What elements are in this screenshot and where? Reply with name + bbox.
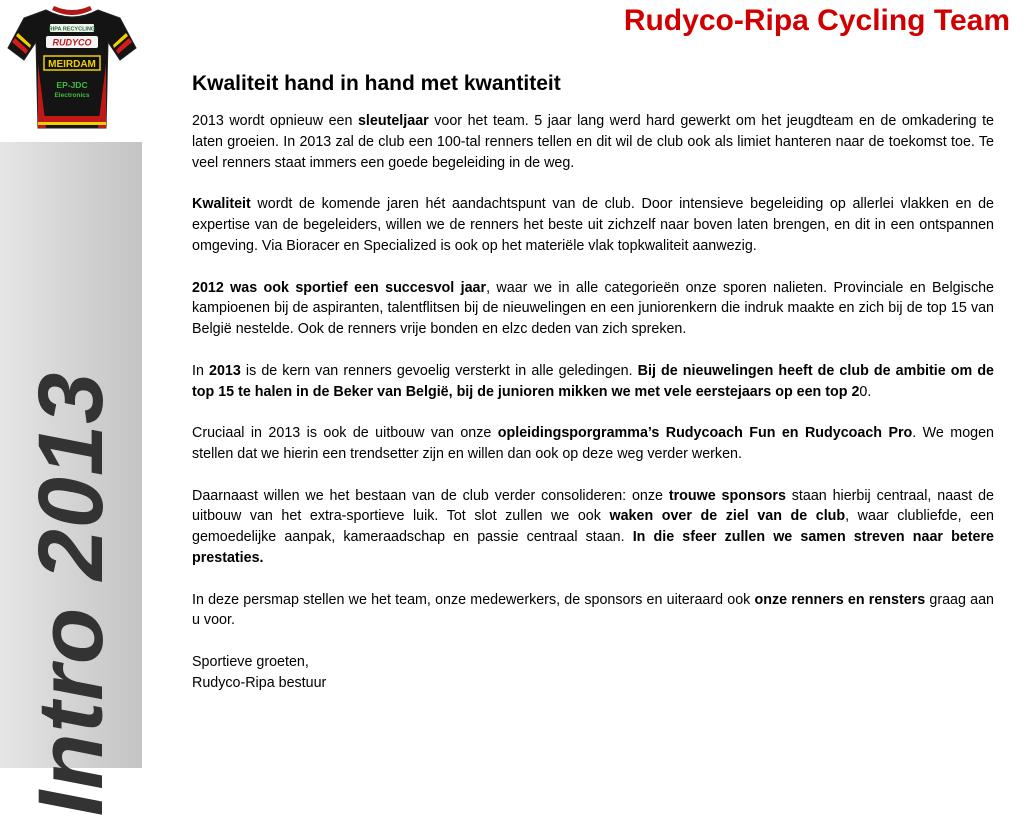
bold-span: Bij de nieuwelingen heeft de club de ambitie om de top 15 te halen in de Beker van België, bij de junioren mikken we met vele eerstejaars op een top 2 (192, 362, 995, 400)
page-heading: Kwaliteit hand in hand met kwantiteit (192, 72, 561, 95)
text-span: wordt de komende jaren hét aandachtspunt van de club. Door intensieve begeleiding op allerlei vlakken en de expertise van de begeleiders, willen we de renners het beste uit zichzelf naar boven laten brengen, en dit in een ontspannen omgeving. Via Bioracer en Specialized is ook op het materiële vlak topkwaliteit aanwezig. (192, 196, 994, 255)
text-span: staan hierbij centraal, naast de uitbouw van het extra-sportieve luik. Tot slot zullen we ook (192, 487, 994, 525)
paragraph-1 (192, 111, 994, 173)
bold-span: Kwaliteit (192, 196, 251, 213)
paragraph-5 (192, 423, 994, 465)
bold-span: trouwe sponsors (668, 487, 786, 504)
text-span: In (192, 362, 210, 379)
text-span: is de kern van renners gevoelig versterkt in alle geledingen. (240, 362, 638, 379)
text-span: 2013 wordt opnieuw een (192, 113, 358, 130)
paragraph-4 (192, 361, 994, 403)
bold-span: 2013 (209, 362, 241, 379)
paragraph-6 (192, 486, 994, 569)
text-span: . We mogen stellen dat we hierin een trendsetter zijn en willen dan ook op deze weg verder werken. (192, 425, 994, 463)
bold-span: 2012 was ook sportief een succesvol jaar (192, 279, 487, 296)
paragraph-7 (192, 590, 994, 632)
jersey-sponsor-epjdc: EP-JDC (56, 80, 88, 90)
jersey-sponsor-ripa: RIPA RECYCLING (48, 26, 96, 33)
paragraph-2 (192, 194, 994, 256)
text-span: , waar clubliefde, een gemoedelijke aanpak, kameraadschap en passie centraal staan. (192, 508, 994, 546)
bold-span: onze renners en rensters (754, 591, 926, 608)
signoff: Sportieve groeten, (192, 654, 309, 671)
team-title: Rudyco-Ripa Cycling Team (623, 4, 1010, 37)
sidebar-panel (0, 142, 142, 816)
bold-span: sleuteljaar (357, 113, 429, 130)
sidebar-vertical-title: Intro 2013 (20, 371, 122, 816)
jersey-sponsor-meirdam: MEIRDAM (48, 59, 96, 70)
bold-span: opleidingsporgramma’s Rudycoach Fun en Rudycoach Pro (497, 425, 913, 442)
signature: Rudyco-Ripa bestuur (192, 674, 327, 691)
text-span: voor het team. 5 jaar lang werd hard gewerkt om het jeugdteam en de omkadering te laten groeien. In 2013 zal de club een 100-tal renners tellen en dit wil de club ook als limiet hanteren naar de toekomst toe. Te veel renners staat immers een goede begeleiding in de weg. (192, 113, 994, 171)
text-span: Cruciaal in 2013 is ook de uitbouw van onze (192, 425, 498, 442)
main-content (192, 70, 994, 694)
text-span: , waar we in alle categorieën onze sporen nalieten. Provinciale en Belgische kampioenen bij de aspiranten, talentflitsen bij de nieuwelingen en een juniorenkern die indruk maakte en zich bij de top 15 van België nestelde. Ook de renners vrije bonden en elzc deden van zich spreken. (192, 279, 994, 338)
team-jersey-logo (6, 4, 138, 132)
text-span: 0. (859, 383, 872, 400)
text-span: Daarnaast willen we het bestaan van de club verder consolideren: onze (192, 487, 669, 504)
text-span: graag aan u voor. (192, 591, 994, 629)
jersey-sponsor-rudyco: RUDYCO (52, 37, 92, 48)
bold-span: In die sfeer zullen we samen streven naar betere prestaties. (192, 529, 994, 567)
text-span: In deze persmap stellen we het team, onze medewerkers, de sponsors en uiteraard ook (192, 591, 755, 608)
paragraph-3 (192, 278, 994, 340)
jersey-sponsor-electronics: Electronics (54, 92, 90, 99)
bold-span: waken over de ziel van de club (609, 508, 846, 525)
